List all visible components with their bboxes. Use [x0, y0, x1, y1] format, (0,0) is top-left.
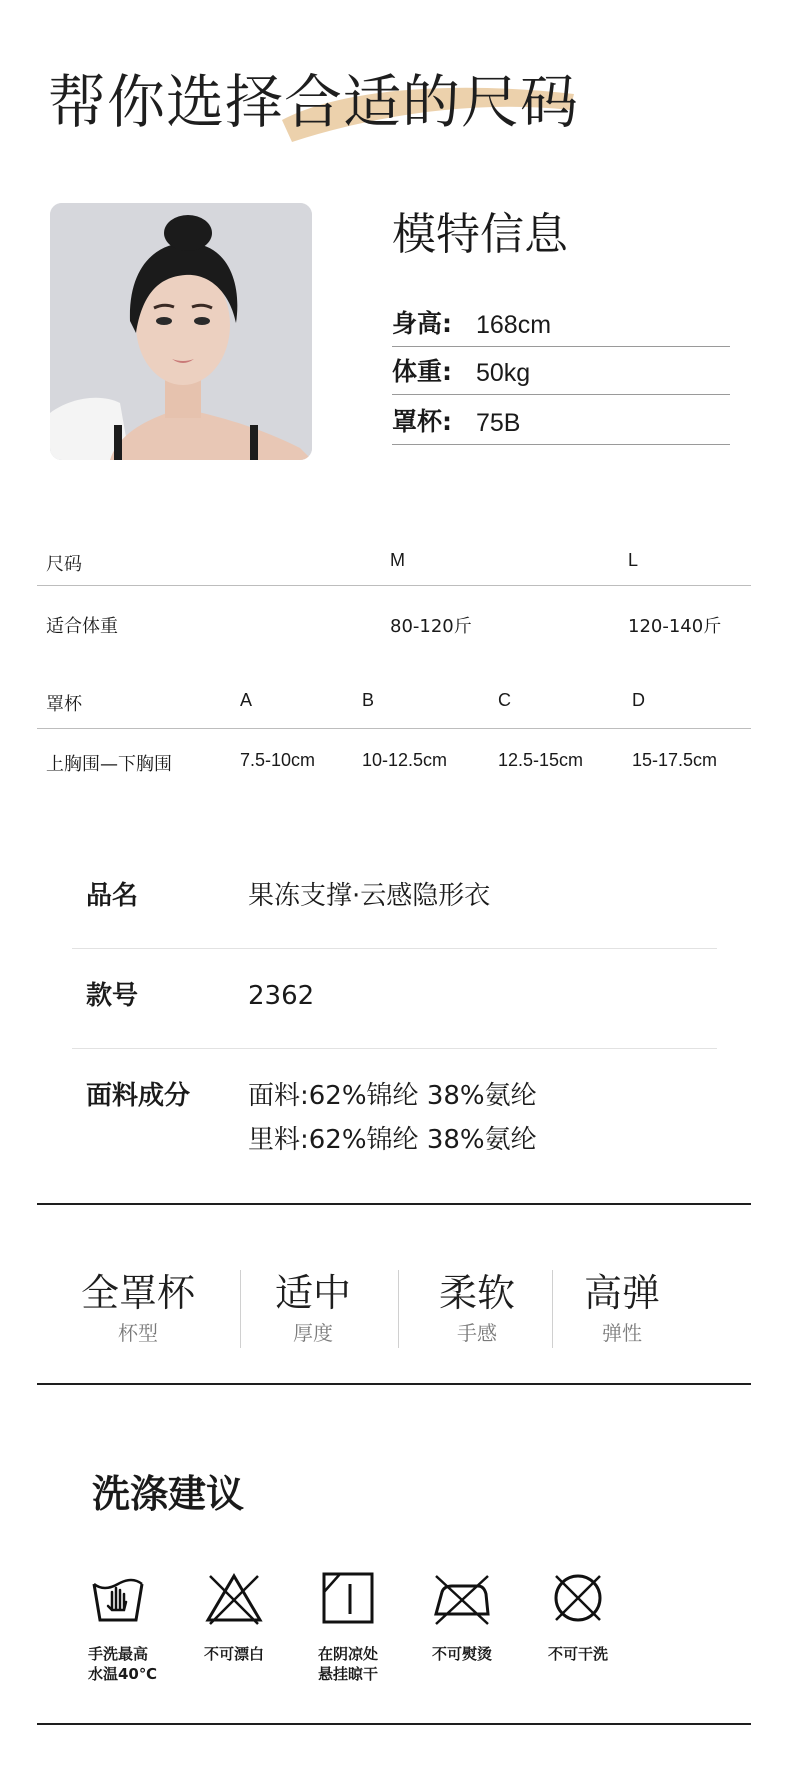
cup-header-label: 罩杯	[46, 694, 82, 715]
no-bleach-icon	[204, 1570, 264, 1626]
fabric-lining: 里料:62%锦纶 38%氨纶	[248, 1125, 537, 1155]
size-weight-label: 适合体重	[46, 616, 118, 637]
wash-item-no-dry-clean	[548, 1570, 658, 1664]
weight-label: 体重:	[392, 357, 452, 386]
feature-thickness	[238, 1268, 388, 1348]
section-rule	[37, 1723, 751, 1725]
size-m-weight: 80-120斤	[390, 616, 472, 637]
height-value: 168cm	[476, 311, 552, 339]
cup-b-value: 10-12.5cm	[362, 750, 448, 770]
wash-label: 不可漂白	[204, 1645, 265, 1663]
wash-item-no-iron	[432, 1570, 542, 1664]
cup-c-value: 12.5-15cm	[498, 750, 584, 770]
line-dry-shade-icon	[318, 1570, 378, 1626]
feature-elasticity	[547, 1268, 697, 1348]
size-table-divider	[37, 585, 751, 586]
cup-d-value: 15-17.5cm	[632, 750, 718, 770]
wash-label: 不可熨烫	[432, 1645, 493, 1663]
feature-cup-type	[63, 1268, 213, 1348]
feature-label: 手感	[457, 1321, 497, 1345]
wash-label: 在阴凉处 悬挂晾干	[318, 1645, 379, 1683]
feature-softness	[402, 1268, 552, 1348]
feature-divider	[398, 1270, 399, 1348]
wash-item-hand-wash	[88, 1570, 198, 1684]
no-iron-icon	[432, 1570, 492, 1626]
height-label: 身高:	[392, 309, 452, 338]
wash-title: 洗涤建议	[92, 1472, 245, 1516]
style-number-value: 2362	[248, 981, 315, 1011]
cup-header-d: D	[632, 690, 645, 710]
section-rule	[37, 1203, 751, 1205]
feature-value: 适中	[274, 1271, 351, 1315]
cup-header-c: C	[498, 690, 511, 710]
product-name-value: 果冻支撑·云感隐形衣	[248, 881, 491, 911]
cup-header-a: A	[240, 690, 253, 710]
model-info-heading: 模特信息	[392, 209, 568, 260]
model-photo	[50, 203, 312, 460]
cup-value: 75B	[476, 409, 521, 437]
cup-label: 罩杯:	[392, 407, 452, 436]
model-cup-row	[392, 396, 730, 445]
product-name-label: 品名	[86, 881, 139, 911]
feature-value: 全罩杯	[80, 1271, 195, 1315]
size-header-label: 尺码	[46, 554, 82, 575]
title-block	[48, 62, 608, 142]
cup-table-divider	[37, 728, 751, 729]
wash-label: 手洗最高 水温40℃	[88, 1645, 158, 1683]
wash-item-no-bleach	[204, 1570, 314, 1664]
product-divider	[72, 1048, 717, 1049]
wash-label: 不可干洗	[548, 1645, 609, 1663]
cup-a-value: 7.5-10cm	[240, 750, 316, 770]
cup-diff-label: 上胸围—下胸围	[46, 754, 172, 775]
model-weight-row	[392, 346, 730, 395]
wash-item-line-dry	[318, 1570, 428, 1684]
section-rule	[37, 1383, 751, 1385]
page-title: 帮你选择合适的尺码	[48, 68, 580, 136]
cup-header-b: B	[362, 690, 375, 710]
feature-label: 弹性	[602, 1321, 642, 1345]
fabric-label: 面料成分	[86, 1081, 191, 1111]
feature-label: 厚度	[293, 1321, 333, 1345]
feature-value: 高弹	[583, 1271, 660, 1315]
weight-value: 50kg	[476, 359, 531, 387]
feature-label: 杯型	[118, 1321, 158, 1345]
size-header-l: L	[628, 550, 639, 570]
size-l-weight: 120-140斤	[628, 616, 722, 637]
fabric-outer: 面料:62%锦纶 38%氨纶	[248, 1081, 537, 1111]
feature-value: 柔软	[438, 1271, 515, 1315]
no-dry-clean-icon	[548, 1570, 608, 1626]
hand-wash-icon	[88, 1570, 148, 1626]
product-divider	[72, 948, 717, 949]
style-number-label: 款号	[86, 981, 139, 1011]
model-height-row	[392, 298, 730, 347]
size-header-m: M	[390, 550, 405, 570]
